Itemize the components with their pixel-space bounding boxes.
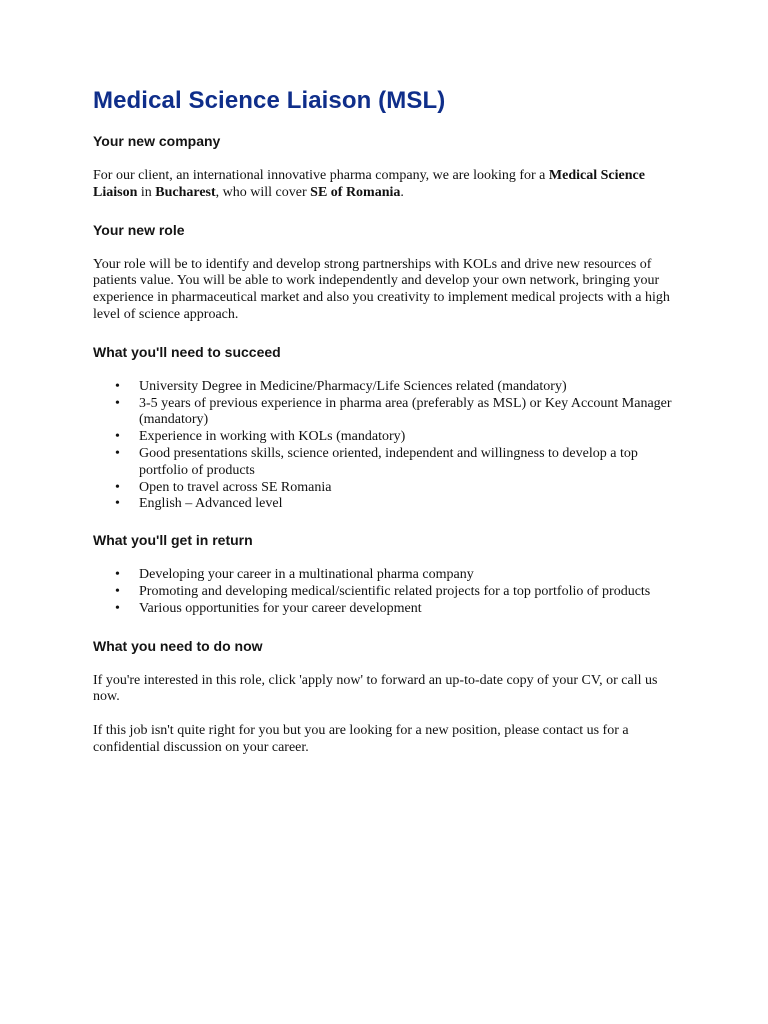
contact-paragraph: If this job isn't quite right for you but you are looking for a new position, please contact us for a confidential discussion on your career. [93, 723, 629, 755]
list-item [93, 496, 683, 513]
section-heading-return: What you'll get in return [93, 532, 253, 549]
company-region-bold: SE of Romania [310, 184, 401, 200]
job-description-document [93, 86, 683, 757]
company-paragraph [93, 168, 683, 202]
list-item-text: Good presentations skills, science oriented, independent and willingness to develop a top portfolio of products [139, 445, 638, 478]
company-text-4: . [400, 184, 404, 200]
list-item [93, 446, 683, 480]
list-item-text: Various opportunities for your career development [139, 600, 422, 616]
section-heading-company: Your new company [93, 133, 221, 149]
bullet-icon: • [115, 567, 120, 583]
list-item [93, 379, 683, 396]
company-text-2: in [137, 184, 156, 200]
benefits-list [93, 567, 683, 617]
company-text-1: For our client, an international innovative pharma company, we are looking for a [93, 168, 549, 183]
list-item-text: Developing your career in a multinational pharma company [139, 567, 474, 583]
bullet-icon: • [115, 429, 120, 445]
bullet-icon: • [115, 479, 120, 495]
list-item [93, 601, 683, 618]
bullet-icon: • [115, 445, 120, 461]
page-title: Medical Science Liaison (MSL) [93, 87, 446, 114]
role-paragraph: Your role will be to identify and develop strong partnerships with KOLs and drive new resources of patients value. You will be able to work independently and develop your own network, bringing your experience in pharmaceutical market and also you creativity to implement medical projects with a high level of science approach. [93, 256, 670, 322]
list-item-text: 3-5 years of previous experience in pharma area (preferably as MSL) or Key Account Manager (mandatory) [139, 395, 672, 428]
list-item [93, 584, 683, 601]
requirements-list [93, 379, 683, 513]
list-item [93, 429, 683, 446]
list-item [93, 480, 683, 497]
bullet-icon: • [115, 583, 120, 599]
list-item-text: Promoting and developing medical/scientific related projects for a top portfolio of products [139, 583, 651, 599]
section-heading-role: Your new role [93, 221, 185, 238]
company-role-bold: Medical Science Liaison [93, 168, 645, 200]
list-item-text: University Degree in Medicine/Pharmacy/Life Sciences related (mandatory) [139, 378, 567, 394]
list-item-text: Open to travel across SE Romania [139, 479, 332, 495]
company-city-bold: Bucharest [155, 184, 216, 200]
list-item-text: English – Advanced level [139, 496, 283, 512]
bullet-icon: • [115, 496, 120, 512]
bullet-icon: • [115, 378, 120, 394]
bullet-icon: • [115, 600, 120, 616]
section-heading-succeed: What you'll need to succeed [93, 343, 281, 360]
company-text-3: , who will cover [215, 184, 311, 200]
list-item-text: Experience in working with KOLs (mandatory) [139, 429, 406, 445]
bullet-icon: • [115, 395, 120, 411]
section-heading-do-now: What you need to do now [93, 637, 263, 654]
list-item [93, 396, 683, 430]
apply-paragraph: If you're interested in this role, click 'apply now' to forward an up-to-date copy of your CV, or call us now. [93, 672, 658, 705]
list-item [93, 567, 683, 584]
